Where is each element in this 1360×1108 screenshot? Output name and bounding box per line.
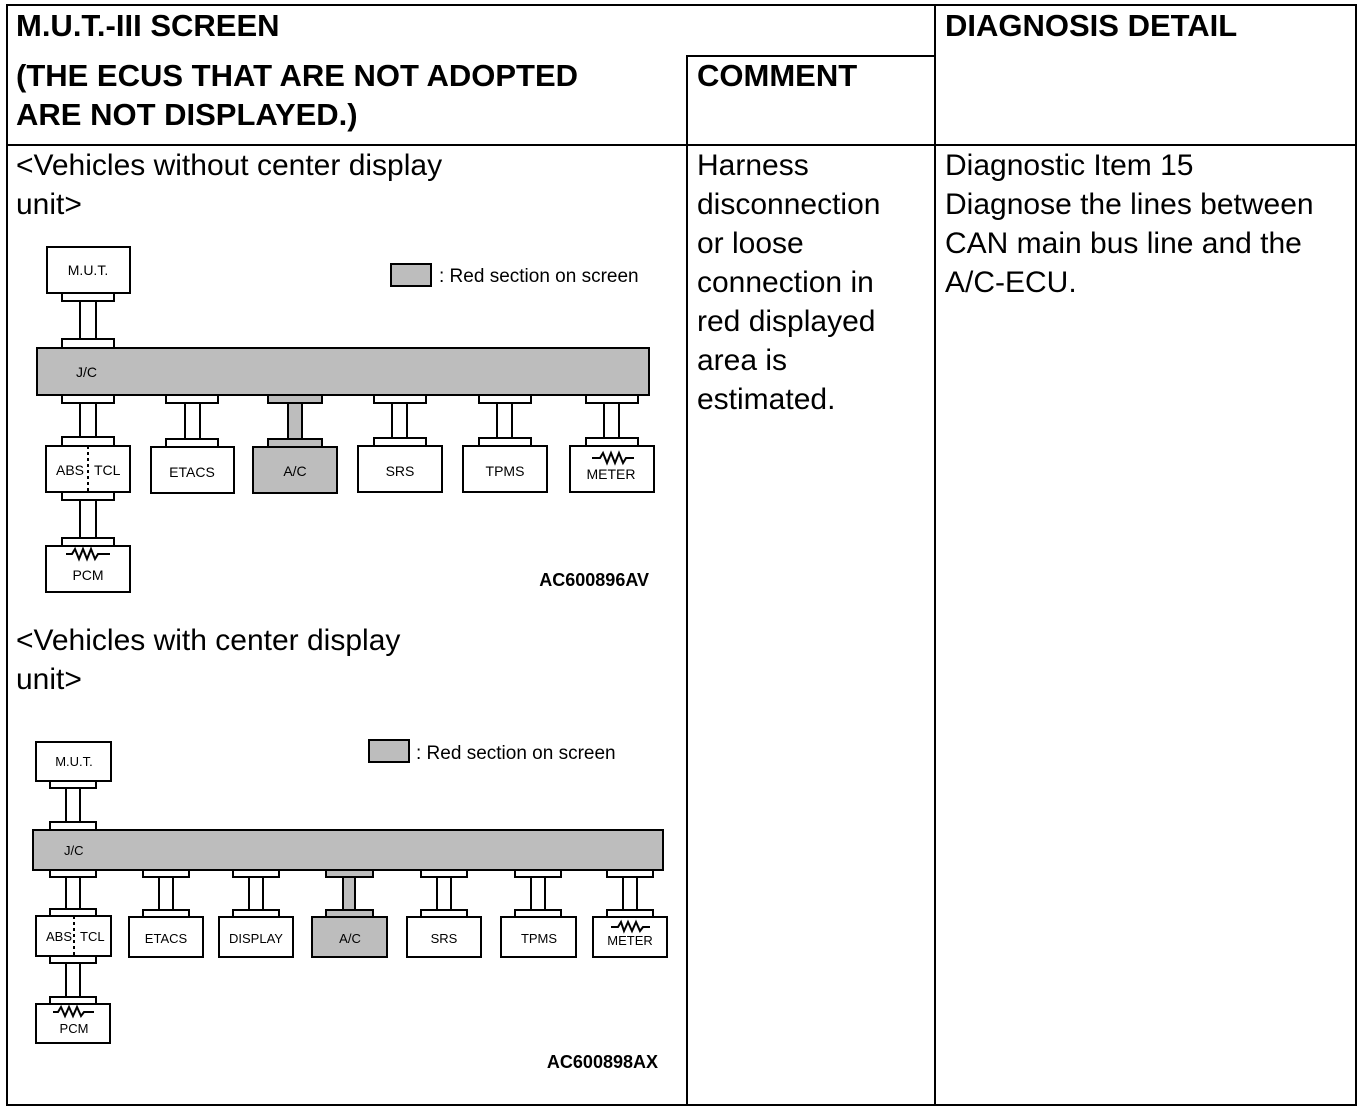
mut-label: M.U.T.	[55, 754, 93, 769]
etacs-label: ETACS	[144, 931, 188, 946]
abs-label: ABS	[56, 462, 85, 478]
figure-id: AC600898AX	[546, 1052, 658, 1072]
table-border-right	[1355, 4, 1357, 1106]
connector-cap	[607, 910, 653, 917]
connector-cap	[326, 870, 373, 877]
connector-cap	[143, 870, 189, 877]
meter-label: METER	[586, 466, 636, 482]
screen-column-note-line2: ARE NOT DISPLAYED.)	[16, 97, 358, 132]
comment-line: Harness	[697, 149, 809, 182]
ac-line-highlight	[343, 877, 355, 910]
legend-label: : Red section on screen	[416, 743, 616, 764]
mut-label: M.U.T.	[67, 262, 109, 278]
meter-label: METER	[607, 933, 653, 948]
connector-cap	[607, 870, 653, 877]
srs-label: SRS	[430, 931, 458, 946]
section1-heading-line2: unit>	[16, 188, 82, 221]
etacs-label: ETACS	[169, 464, 215, 480]
jc-bus-bar	[33, 830, 663, 870]
detail-line: Diagnostic Item 15	[945, 149, 1194, 182]
comment-line: disconnection	[697, 188, 881, 221]
connector-cap	[143, 910, 189, 917]
comment-column-title: COMMENT	[697, 58, 858, 93]
ac-label: A/C	[339, 931, 361, 946]
connector-cap	[515, 910, 561, 917]
jc-label: J/C	[64, 843, 84, 858]
connector-cap	[421, 910, 467, 917]
connector-cap	[233, 910, 279, 917]
tcl-label: TCL	[80, 929, 105, 944]
connector-cap	[515, 870, 561, 877]
diagnosis-detail-column-title: DIAGNOSIS DETAIL	[945, 8, 1238, 43]
legend-swatch	[369, 740, 409, 762]
connector-cap	[50, 997, 96, 1004]
ac-label: A/C	[283, 463, 307, 479]
connector-cap	[50, 822, 96, 830]
connector-cap	[50, 909, 96, 916]
comment-line: or loose	[697, 227, 804, 260]
comment-line: estimated.	[697, 383, 836, 416]
tcl-label: TCL	[94, 462, 121, 478]
screen-column-title: M.U.T.-III SCREEN	[16, 8, 280, 43]
detail-line: CAN main bus line and the	[945, 227, 1302, 260]
connector-cap	[421, 870, 467, 877]
screen-column-note-line1: (THE ECUS THAT ARE NOT ADOPTED	[16, 58, 579, 93]
legend-label: : Red section on screen	[439, 266, 639, 287]
section1-heading-line1: <Vehicles without center display	[16, 149, 443, 182]
connector-cap	[233, 870, 279, 877]
jc-label: J/C	[76, 364, 97, 380]
pcm-label: PCM	[72, 567, 104, 583]
detail-line: A/C-ECU.	[945, 266, 1077, 299]
display-label: DISPLAY	[229, 931, 283, 946]
detail-line: Diagnose the lines between	[945, 188, 1314, 221]
connector-cap	[50, 870, 96, 877]
comment-line: connection in	[697, 266, 874, 299]
tpms-label: TPMS	[520, 931, 558, 946]
tpms-label: TPMS	[485, 463, 525, 479]
connector-cap	[50, 956, 96, 963]
connector-cap	[326, 910, 373, 917]
connector-cap	[50, 781, 96, 788]
abs-label: ABS	[46, 929, 73, 944]
section2-heading-line1: <Vehicles with center display	[16, 624, 401, 657]
srs-label: SRS	[385, 463, 415, 479]
comment-line: area is	[697, 344, 788, 377]
column-divider-1	[686, 55, 688, 1106]
figure-id: AC600896AV	[539, 570, 649, 590]
column-divider-2	[934, 4, 936, 1106]
comment-line: red displayed	[697, 305, 876, 338]
section2-heading-line2: unit>	[16, 663, 82, 696]
pcm-label: PCM	[59, 1021, 89, 1036]
